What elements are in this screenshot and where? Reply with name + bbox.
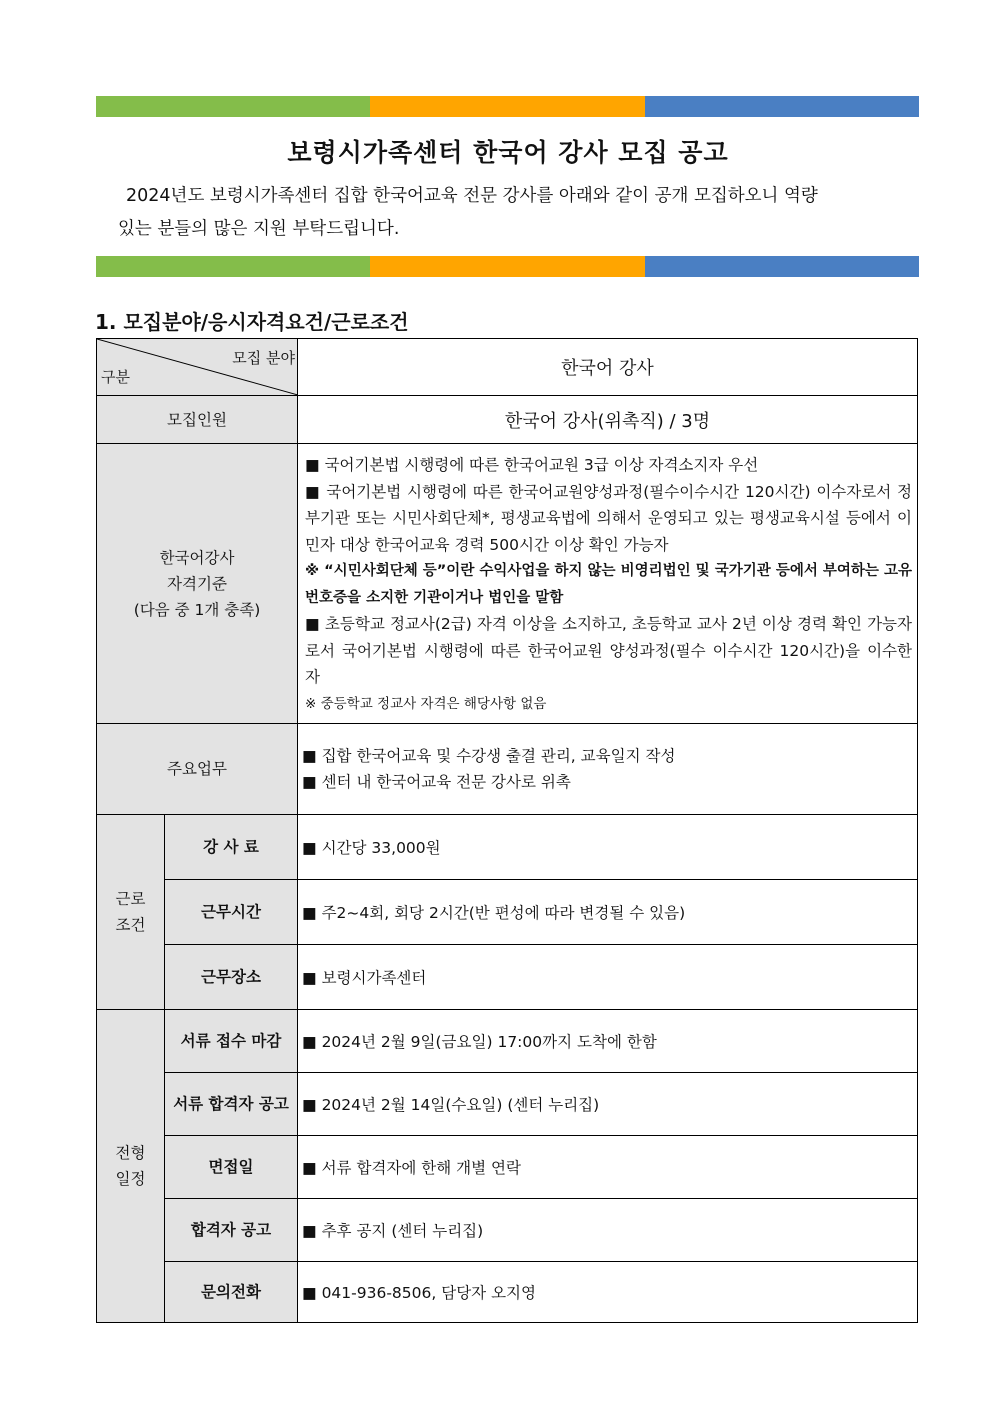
orange-segment: [370, 96, 644, 117]
headcount-label: 모집인원: [97, 396, 298, 444]
qual-note-2: ※ 중등학교 정교사 자격은 해당사항 없음: [305, 695, 547, 712]
schedule-label-line-2: 일정: [115, 1170, 146, 1188]
work-hours-label: 근무시간: [165, 880, 298, 945]
qual-label-line-2: 자격기준: [167, 574, 227, 593]
work-place-value: ■ 보령시가족센터: [298, 945, 918, 1010]
duty-item-1: ■ 집합 한국어교육 및 수강생 출결 관리, 교육일지 작성: [302, 747, 676, 765]
contact-label: 문의전화: [165, 1262, 298, 1323]
qual-item-2: ■ 국어기본법 시행령에 따른 한국어교원양성과정(필수이수시간 120시간) 이수자로서 정부기관 또는 시민사회단체*, 평생교육법에 의해서 운영되고 있는 평생교육시설 등에서 이민자 대상 한국어교육 경력 500시간 이상 확인 가능자: [305, 482, 912, 554]
diag-field-label: 모집 분야: [232, 349, 295, 367]
blue-segment: [645, 256, 919, 277]
duty-content: [298, 724, 918, 815]
intro-line-1: 2024년도 보령시가족센터 집합 한국어교육 전문 강사를 아래와 같이 공개 모집하오니 역량: [126, 186, 818, 206]
green-segment: [96, 96, 370, 117]
intro-line-2: 있는 분들의 많은 지원 부탁드립니다.: [118, 219, 400, 239]
doc-result-value: ■ 2024년 2월 14일(수요일) (센터 누리집): [298, 1073, 918, 1136]
final-result-value: ■ 추후 공지 (센터 누리집): [298, 1199, 918, 1262]
fee-label: 강 사 료: [165, 815, 298, 880]
qual-item-1: ■ 국어기본법 시행령에 따른 한국어교원 3급 이상 자격소지자 우선: [305, 456, 759, 474]
blue-segment: [645, 96, 919, 117]
doc-deadline-value: ■ 2024년 2월 9일(금요일) 17:00까지 도착에 한함: [298, 1010, 918, 1073]
duty-label: 주요업무: [97, 724, 298, 815]
schedule-label-line-1: 전형: [115, 1144, 146, 1162]
qualification-content: [298, 444, 918, 724]
doc-deadline-label: 서류 접수 마감: [165, 1010, 298, 1073]
qual-note-1: ※ “시민사회단체 등”이란 수익사업을 하지 않는 비영리법인 및 국가기관 등에서 부여하는 고유번호증을 소지한 기관이거나 법인을 말함: [305, 563, 912, 606]
interview-value: ■ 서류 합격자에 한해 개별 연락: [298, 1136, 918, 1199]
work-label-line-1: 근로: [115, 890, 146, 908]
top-color-bar: [96, 96, 919, 117]
green-segment: [96, 256, 370, 277]
interview-label: 면접일: [165, 1136, 298, 1199]
work-label-line-2: 조건: [115, 916, 146, 934]
diag-category-label: 구분: [101, 368, 130, 386]
work-conditions-label: [97, 815, 165, 1010]
section-title: 1. 모집분야/응시자격요건/근로조건: [95, 310, 409, 334]
recruitment-table: [96, 338, 918, 1323]
final-result-label: 합격자 공고: [165, 1199, 298, 1262]
contact-value: ■ 041-936-8506, 담당자 오지영: [298, 1262, 918, 1323]
page-title: 보령시가족센터 한국어 강사 모집 공고: [287, 138, 729, 167]
qual-item-3: ■ 초등학교 정교사(2급) 자격 이상을 소지하고, 초등학교 교사 2년 이상 경력 확인 가능자로서 국어기본법 시행령에 따른 한국어교원 양성과정(필수 이수시간 120시간)을 이수한 자: [305, 615, 912, 686]
qual-label-line-1: 한국어강사: [159, 548, 235, 567]
bottom-color-bar: [96, 256, 919, 277]
doc-result-label: 서류 합격자 공고: [165, 1073, 298, 1136]
header-diagonal-cell: [97, 339, 298, 396]
orange-segment: [370, 256, 644, 277]
work-hours-value: ■ 주2~4회, 회당 2시간(반 편성에 따라 변경될 수 있음): [298, 880, 918, 945]
fee-value: ■ 시간당 33,000원: [298, 815, 918, 880]
qual-label-line-3: (다음 중 1개 충족): [133, 600, 261, 619]
work-place-label: 근무장소: [165, 945, 298, 1010]
field-value: 한국어 강사: [298, 339, 918, 396]
headcount-value: 한국어 강사(위촉직) / 3명: [298, 396, 918, 444]
qualification-label: [97, 444, 298, 724]
duty-item-2: ■ 센터 내 한국어교육 전문 강사로 위촉: [302, 773, 571, 791]
schedule-label: [97, 1010, 165, 1323]
intro-text: [118, 180, 918, 246]
